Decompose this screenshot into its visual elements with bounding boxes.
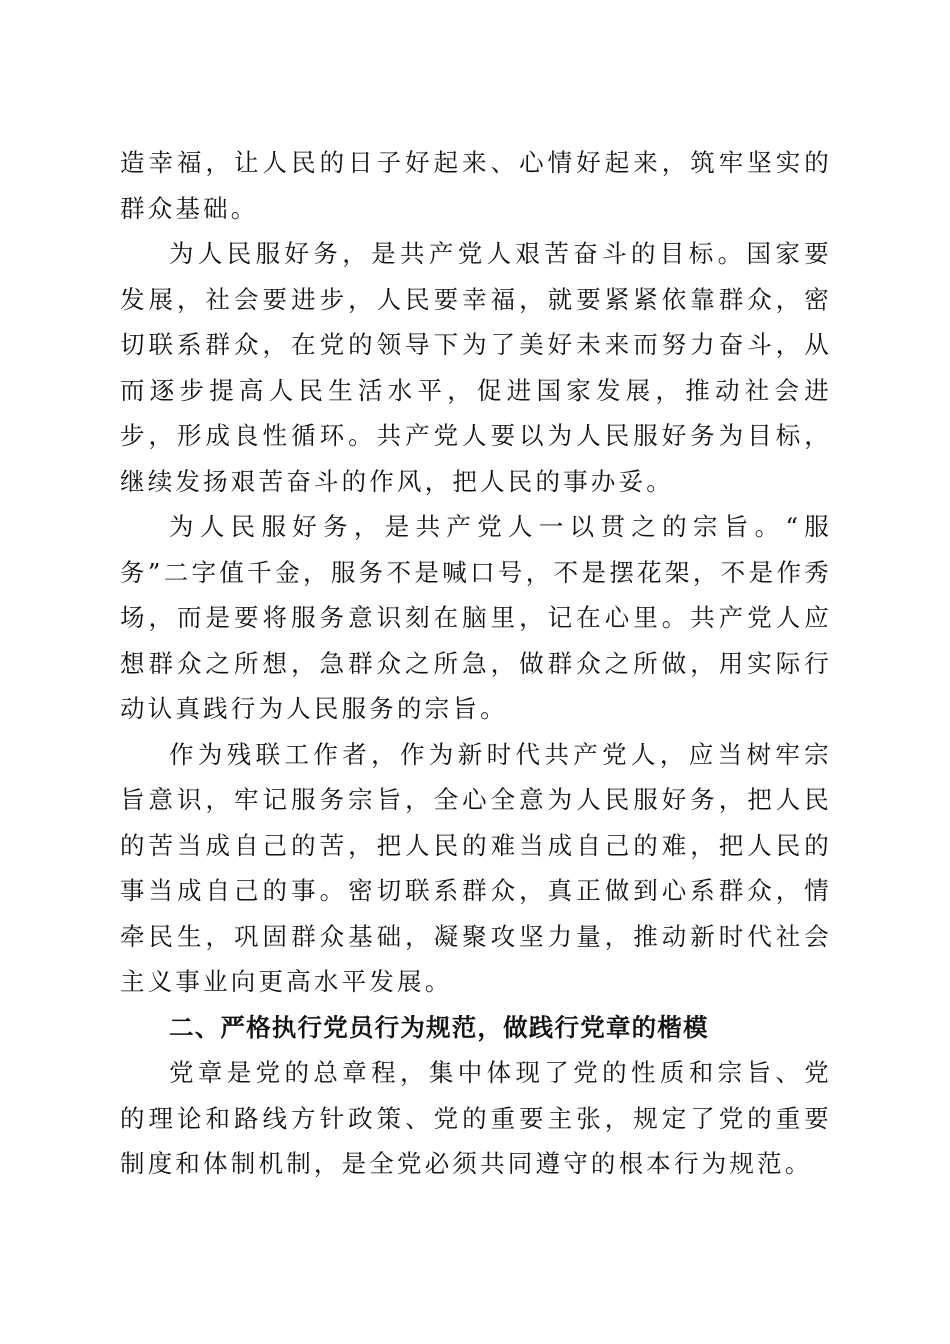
document-body bbox=[120, 140, 832, 1187]
paragraph-disabled-federation-worker: 作为残联工作者，作为新时代共产党人，应当树牢宗旨意识，牢记服务宗旨，全心全意为人民服好务，把人民的苦当成自己的苦，把人民的难当成自己的难，把人民的事当成自己的事。密切联系群众，真正做到心系群众，情牵民生，巩固群众基础，凝聚攻坚力量，推动新时代社会主义事业向更高水平发展。 bbox=[120, 739, 832, 996]
paragraph-struggle-goal: 为人民服好务，是共产党人艰苦奋斗的目标。国家要发展，社会要进步，人民要幸福，就要紧紧依靠群众，密切联系群众，在党的领导下为了美好未来而努力奋斗，从而逐步提高人民生活水平，促进国家发展，推动社会进步，形成良性循环。共产党人要以为人民服好务为目标，继续发扬艰苦奋斗的作风，把人民的事办妥。 bbox=[120, 239, 832, 496]
paragraph-party-constitution: 党章是党的总章程，集中体现了党的性质和宗旨、党的理论和路线方针政策、党的重要主张，规定了党的重要制度和体制机制，是全党必须共同遵守的根本行为规范。 bbox=[120, 1058, 832, 1178]
paragraph-continuation: 造幸福，让人民的日子好起来、心情好起来，筑牢坚实的群众基础。 bbox=[120, 148, 832, 223]
section-heading: 二、严格执行党员行为规范，做践行党章的楷模 bbox=[169, 1012, 709, 1042]
paragraph-service-purpose: 为人民服好务，是共产党人一以贯之的宗旨。“服务”二字值千金，服务不是喊口号，不是摆花架，不是作秀场，而是要将服务意识刻在脑里，记在心里。共产党人应想群众之所想，急群众之所急，做群众之所做，用实际行动认真践行为人民服务的宗旨。 bbox=[120, 512, 832, 723]
